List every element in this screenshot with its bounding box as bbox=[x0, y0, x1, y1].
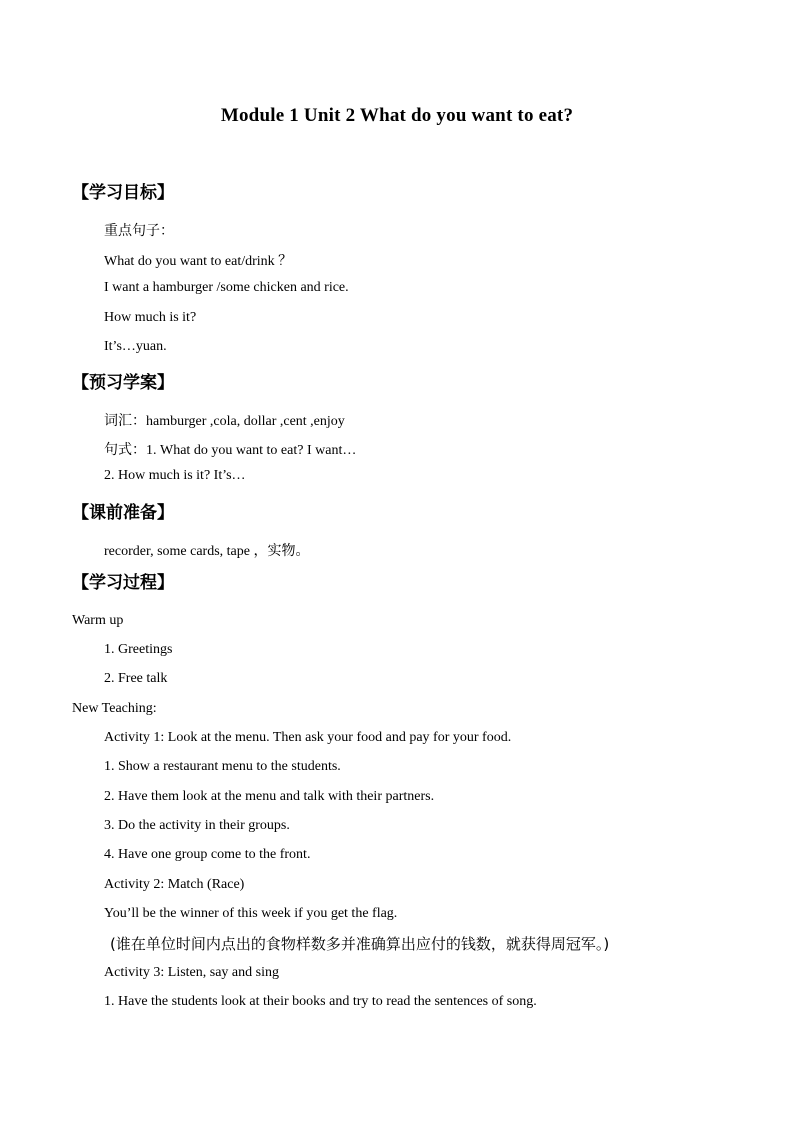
process-line: 4. Have one group come to the front. bbox=[104, 847, 311, 862]
process-line: Warm up bbox=[72, 613, 124, 628]
process-line: 2. Have them look at the menu and talk with their partners. bbox=[104, 789, 435, 804]
preview-line: 2. How much is it? It’s… bbox=[104, 468, 246, 483]
section-heading-preview: 【预习学案】 bbox=[72, 373, 174, 393]
process-line: 1. Have the students look at their books and try to read the sentences of song. bbox=[104, 994, 537, 1009]
preparation-line: recorder, some cards, tape ，实物。 bbox=[104, 544, 310, 559]
preview-line: 词汇：hamburger ,cola, dollar ,cent ,enjoy bbox=[104, 414, 345, 429]
section-heading-preparation: 【课前准备】 bbox=[72, 503, 174, 523]
process-line: 2. Free talk bbox=[104, 671, 168, 686]
document-title: Module 1 Unit 2 What do you want to eat? bbox=[220, 105, 574, 126]
objectives-line: How much is it? bbox=[104, 310, 197, 325]
process-line: 1. Greetings bbox=[104, 642, 173, 657]
process-line: Activity 3: Listen, say and sing bbox=[104, 965, 279, 980]
section-heading-process: 【学习过程】 bbox=[72, 573, 174, 593]
preview-line: 句式：1. What do you want to eat? I want… bbox=[104, 443, 357, 458]
section-heading-objectives: 【学习目标】 bbox=[72, 183, 174, 203]
process-line: Activity 2: Match (Race) bbox=[104, 877, 245, 892]
objectives-line: I want a hamburger /some chicken and rice. bbox=[104, 280, 349, 295]
process-line: Activity 1: Look at the menu. Then ask your food and pay for your food. bbox=[104, 730, 512, 745]
process-line: New Teaching: bbox=[72, 701, 157, 716]
objectives-line: It’s…yuan. bbox=[104, 339, 167, 354]
objectives-line: 重点句子： bbox=[104, 223, 174, 239]
process-line: 3. Do the activity in their groups. bbox=[104, 818, 290, 833]
process-line: You’ll be the winner of this week if you get the flag. bbox=[104, 906, 398, 921]
process-note: (谁在单位时间内点出的食物样数多并准确算出应付的钱数，就获得周冠军。) bbox=[110, 935, 610, 953]
objectives-line: What do you want to eat/drink ？ bbox=[104, 254, 293, 269]
process-line: 1. Show a restaurant menu to the students. bbox=[104, 759, 341, 774]
